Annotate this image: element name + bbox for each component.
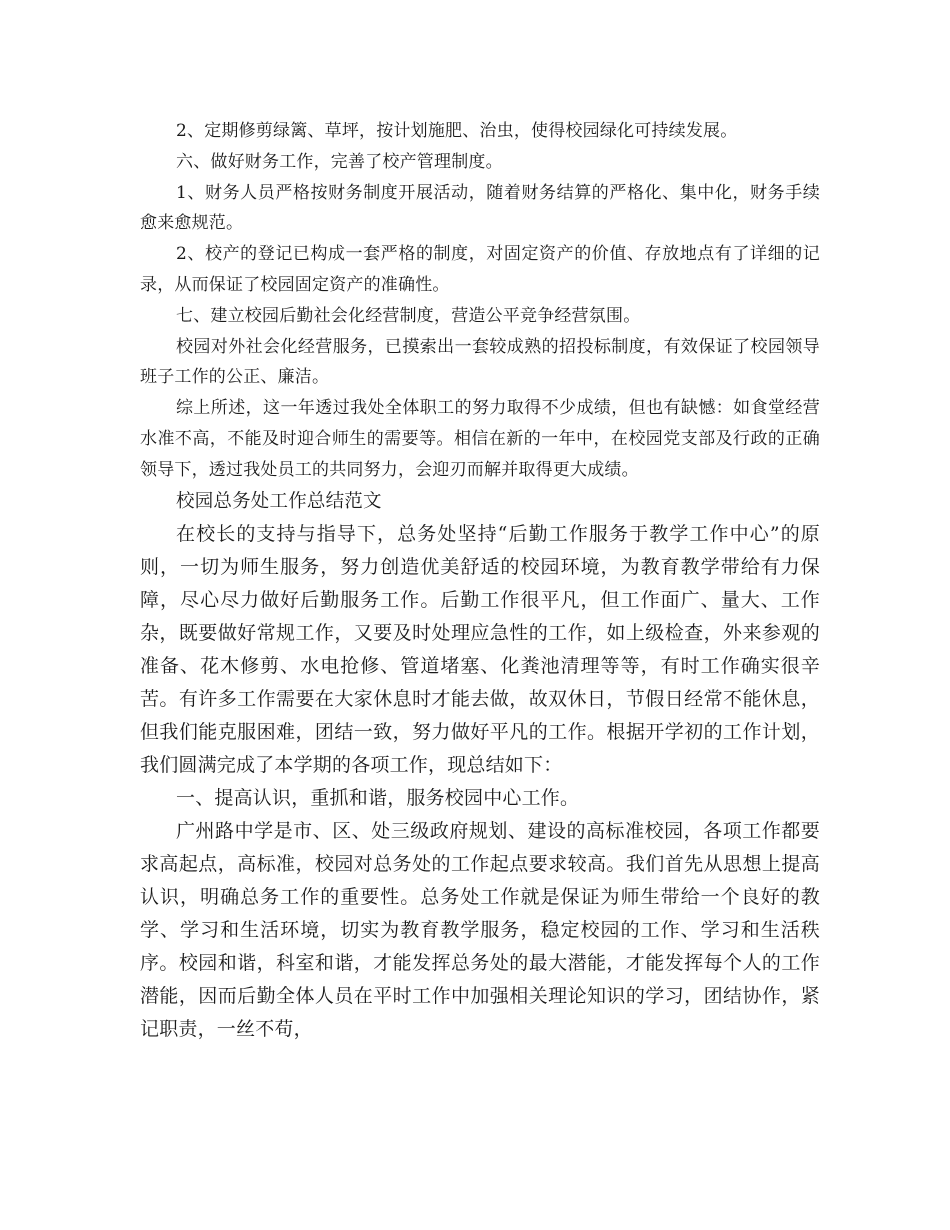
paragraph-bidding: 校园对外社会化经营服务，已摸索出一套较成熟的招投标制度，有效保证了校园领导班子工作的公正、廉洁。 xyxy=(140,336,820,388)
paragraph-finance-rules: 1、财务人员严格按财务制度开展活动，随着财务结算的严格化、集中化，财务手续愈来愈规范。 xyxy=(140,182,820,234)
paragraph-greening: 2、定期修剪绿篱、草坪，按计划施肥、治虫，使得校园绿化可持续发展。 xyxy=(176,121,738,141)
paragraph-summary: 综上所述，这一年透过我处全体职工的努力取得不少成绩，但也有缺憾：如食堂经营水准不高，不能及时迎合师生的需要等。相信在新的一年中，在校园党支部及行政的正确领导下，透过我处员工的共同努力，会迎刃而解并取得更大成绩。 xyxy=(140,398,820,480)
heading-awareness: 一、提高认识，重抓和谐，服务校园中心工作。 xyxy=(176,787,580,810)
paragraph-asset-registry: 2、校产的登记已构成一套严格的制度，对固定资产的价值、存放地点有了详细的记录，从而保证了校园固定资产的准确性。 xyxy=(140,244,820,295)
heading-sample-title: 校园总务处工作总结范文 xyxy=(176,490,382,512)
heading-finance: 六、做好财务工作，完善了校产管理制度。 xyxy=(176,151,503,172)
paragraph-school-standards: 广州路中学是市、区、处三级政府规划、建设的高标准校园，各项工作都要求高起点，高标准，校园对总务处的工作起点要求较高。我们首先从思想上提高认识，明确总务工作的重要性。总务处工作就是保证为师生带给一个良好的教学、学习和生活环境，切实为教育教学服务，稳定校园的工作、学习和生活秩序。校园和谐，科室和谐，才能发挥总务处的最大潜能，才能发挥每个人的工作潜能，因而后勤全体人员在平时工作中加强相关理论知识的学习，团结协作，紧记职责，一丝不苟， xyxy=(140,820,820,1041)
document-page xyxy=(140,116,820,1046)
heading-socialization: 七、建立校园后勤社会化经营制度，营造公平竞争经营氛围。 xyxy=(176,305,641,326)
paragraph-introduction: 在校长的支持与指导下，总务处坚持“后勤工作服务于教学工作中心”的原则，一切为师生服务，努力创造优美舒适的校园环境，为教育教学带给有力保障，尽心尽力做好后勤服务工作。后勤工作很平凡，但工作面广、量大、工作杂，既要做好常规工作，又要及时处理应急性的工作，如上级检查，外来参观的准备、花木修剪、水电抢修、管道堵塞、化粪池清理等等，有时工作确实很辛苦。有许多工作需要在大家休息时才能去做，故双休日，节假日经常不能休息，但我们能克服困难，团结一致，努力做好平凡的工作。根据开学初的工作计划，我们圆满完成了本学期的各项工作，现总结如下： xyxy=(140,523,820,777)
